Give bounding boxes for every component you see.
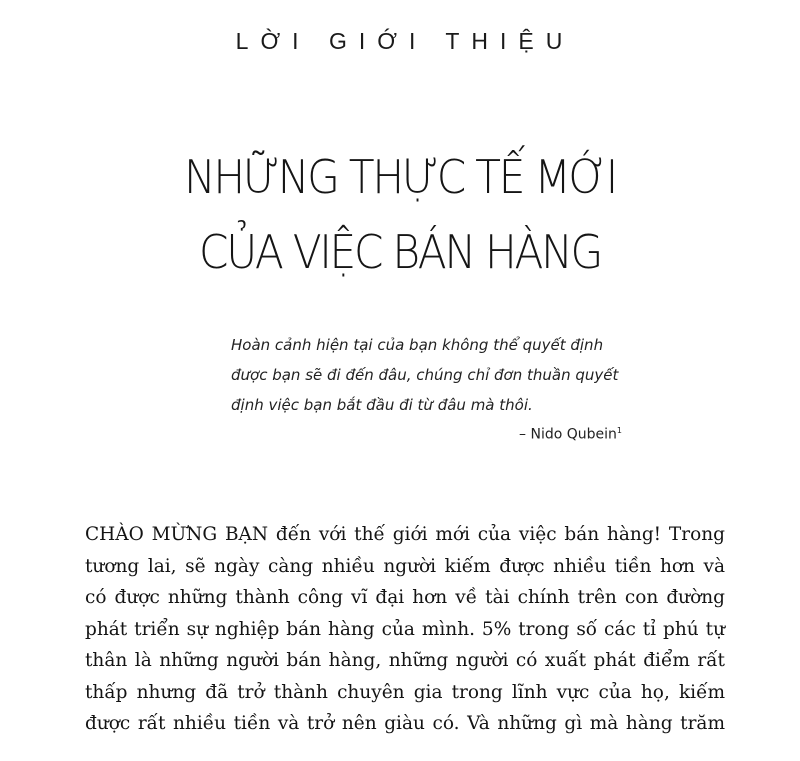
epigraph-line: định việc bạn bắt đầu đi từ đâu mà thôi. <box>231 396 533 414</box>
epigraph-line: được bạn sẽ đi đến đâu, chúng chỉ đơn thuần quyết <box>231 366 619 384</box>
epigraph-quote <box>231 330 621 420</box>
body-line: CHÀO MỪNG BẠN đến với thế giới mới của việc bán hàng! Trong <box>85 524 725 545</box>
body-line: được rất nhiều tiền và trở nên giàu có. Và những gì mà hàng trăm <box>85 713 725 734</box>
epigraph-attribution <box>519 426 622 443</box>
chapter-title-line-2: CỦA VIỆC BÁN HÀNG <box>198 225 601 279</box>
body-line: thấp nhưng đã trở thành chuyên gia trong lĩnh vực của họ, kiếm <box>85 681 725 703</box>
attribution-author: – Nido Qubein <box>519 426 617 443</box>
body-line: thân là những người bán hàng, những người có xuất phát điểm rất <box>85 650 725 671</box>
chapter-title <box>32 140 768 290</box>
body-line: tương lai, sẽ ngày càng nhiều người kiếm được nhiều tiền hơn và <box>85 555 725 577</box>
body-line: có được những thành công vĩ đại hơn về tài chính trên con đường <box>85 587 725 608</box>
body-line: phát triển sự nghiệp bán hàng của mình. 5% trong số các tỉ phú tự <box>85 618 725 640</box>
footnote-reference[interactable]: 1 <box>616 426 622 435</box>
section-label: LỜI GIỚI THIỆU <box>235 28 575 54</box>
body-paragraph <box>85 519 725 740</box>
epigraph-line: Hoàn cảnh hiện tại của bạn không thể quyết định <box>231 336 604 354</box>
chapter-title-line-1: NHỮNG THỰC TẾ MỚI <box>184 150 616 204</box>
